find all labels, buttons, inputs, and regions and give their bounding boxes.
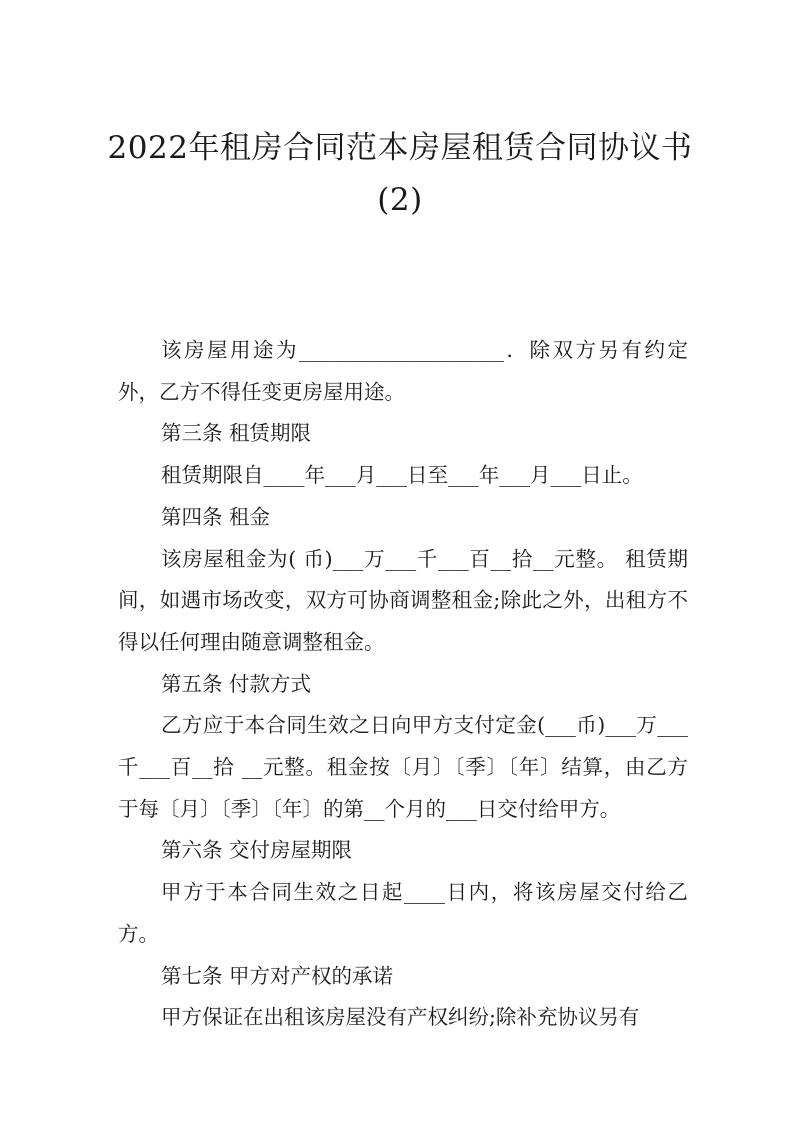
section-heading-article-6: 第六条 交付房屋期限 <box>161 838 353 863</box>
section-heading-article-7: 第七条 甲方对产权的承诺 <box>161 963 394 988</box>
section-heading-article-5: 第五条 付款方式 <box>161 671 312 696</box>
document-body <box>118 330 688 1039</box>
paragraph-delivery: 甲方于本合同生效之日起____日内，将该房屋交付给乙方。 <box>118 880 688 946</box>
paragraph-payment: 乙方应于本合同生效之日向甲方支付定金(___币)___万___千___百__拾 __元整。租金按〔月〕〔季〕〔年〕结算，由乙方于每〔月〕〔季〕〔年〕的第__个月的___日交付给甲方。 <box>118 713 688 821</box>
paragraph-lease-term: 租赁期限自____年___月___日至___年___月___日止。 <box>161 463 643 488</box>
document-title-suffix: (2) <box>377 182 423 218</box>
paragraph-usage: 该房屋用途为____________________．除双方另有约定外，乙方不得任变更房屋用途。 <box>118 338 688 404</box>
paragraph-property-right: 甲方保证在出租该房屋没有产权纠纷;除补充协议另有 <box>161 1005 640 1030</box>
paragraph-rent: 该房屋租金为( 币)___万___千___百__拾__元整。 租赁期间，如遇市场改变，双方可协商调整租金;除此之外，出租方不得以任何理由随意调整租金。 <box>118 546 688 654</box>
section-heading-article-3: 第三条 租赁期限 <box>161 421 312 446</box>
section-heading-article-4: 第四条 租金 <box>161 504 271 529</box>
document-title: 2022年租房合同范本房屋租赁合同协议书 <box>107 130 693 166</box>
